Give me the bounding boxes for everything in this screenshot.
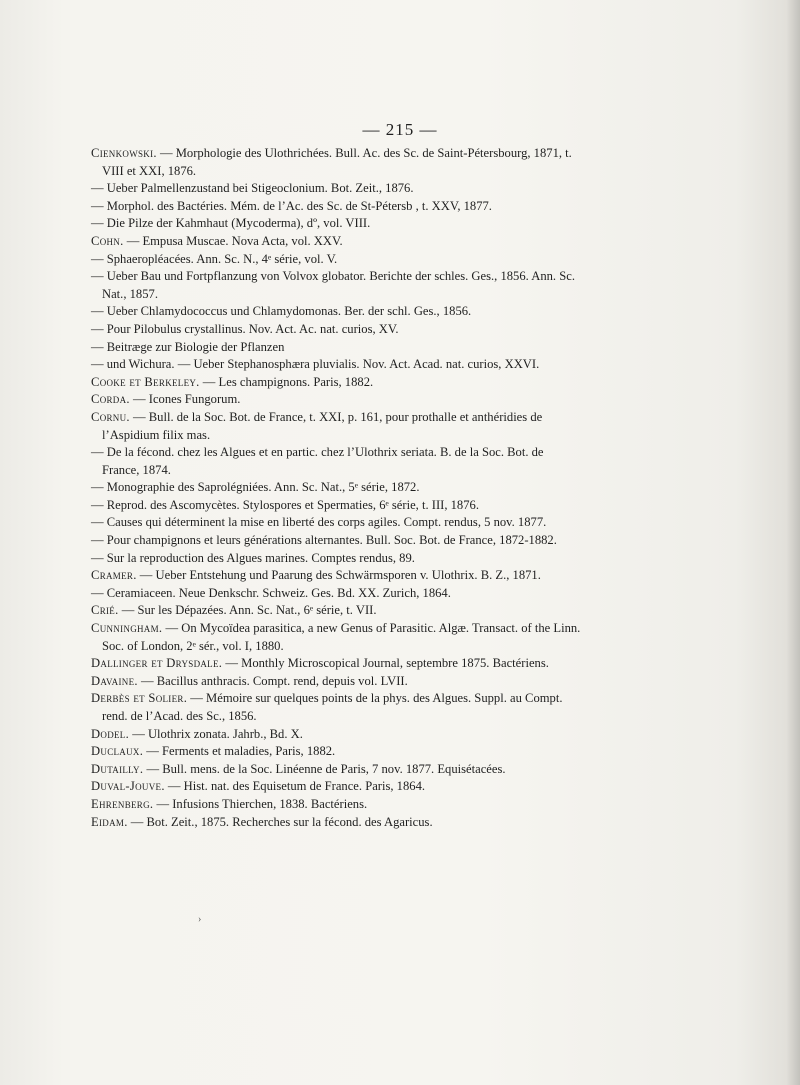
entry-author: Ehrenberg. (91, 796, 154, 811)
bibliography-entry (91, 251, 581, 269)
entry-text: — Morphol. des Bactéries. Mém. de l’Ac. des Sc. de St-Pétersb , t. XXV, 1877. (91, 198, 492, 213)
entry-text: — Ueber Palmellenzustand bei Stigeoclonium. Bot. Zeit., 1876. (91, 181, 414, 196)
entry-text: — Ceramiaceen. Neue Denkschr. Schweiz. Ges. Bd. XX. Zurich, 1864. (91, 585, 451, 600)
entry-text: — Bot. Zeit., 1875. Recherches sur la fécond. des Agaricus. (127, 814, 433, 829)
entry-text: — Pour champignons et leurs générations alternantes. Bull. Soc. Bot. de France, 1872-1882. (91, 533, 557, 548)
bibliography-entry (91, 321, 581, 339)
bibliography-entry (91, 303, 581, 321)
bibliography-entry (91, 391, 581, 409)
entry-text: — Bacillus anthracis. Compt. rend, depuis vol. LVII. (137, 673, 408, 688)
page-number: — 215 — (362, 120, 438, 139)
bibliography-entry (91, 690, 581, 725)
entry-text: — Reprod. des Ascomycètes. Stylospores et Spermaties, 6ᵉ série, t. III, 1876. (91, 497, 479, 512)
bibliography-entry (91, 268, 581, 303)
entry-text: — Sur la reproduction des Algues marines. Comptes rendus, 89. (91, 550, 415, 565)
entry-author: Derbès et Solier. (91, 691, 188, 706)
entry-text: — Monthly Microscopical Journal, septembre 1875. Bactériens. (222, 656, 549, 671)
bibliography-entry (91, 585, 581, 603)
bibliography-entry (91, 374, 581, 392)
entry-author: Dutailly. (91, 761, 144, 776)
entry-text: — Pour Pilobulus crystallinus. Nov. Act. Ac. nat. curios, XV. (91, 321, 399, 336)
bibliography-entry (91, 339, 581, 357)
bibliography-entry (91, 726, 581, 744)
entry-text: — Ulothrix zonata. Jahrb., Bd. X. (129, 726, 303, 741)
entry-text: — Empusa Muscae. Nova Acta, vol. XXV. (123, 233, 343, 248)
entry-text: — Les champignons. Paris, 1882. (199, 374, 374, 389)
bibliography-entry (91, 620, 581, 655)
bibliography-entry (91, 743, 581, 761)
entry-author: Corda. (91, 392, 130, 407)
entry-text: — Morphologie des Ulothrichées. Bull. Ac. des Sc. de Saint-Pétersbourg, 1871, t. VIII et XXI, 1876. (102, 146, 572, 178)
entry-author: Cramer. (91, 568, 137, 583)
entry-text: — Ferments et maladies, Paris, 1882. (143, 744, 336, 759)
bibliography-entry (91, 514, 581, 532)
entry-text: — De la fécond. chez les Algues et en partic. chez l’Ulothrix seriata. B. de la Soc. Bot. de France, 1874. (91, 445, 544, 477)
entry-text: — Bull. de la Soc. Bot. de France, t. XXI, p. 161, pour prothalle et anthéridies de l’Aspidium filix mas. (102, 409, 543, 442)
bibliography-entry (91, 444, 581, 479)
entry-text: — Infusions Thierchen, 1838. Bactériens. (153, 796, 368, 811)
entry-text: — Hist. nat. des Equisetum de France. Paris, 1864. (164, 779, 426, 794)
entry-text: — Mémoire sur quelques points de la phys. des Algues. Suppl. au Compt. rend. de l’Acad. des Sc., 1856. (102, 691, 563, 723)
entry-author: Crié. (91, 603, 119, 618)
entry-author: Cohn. (91, 233, 124, 248)
bibliography-entry (91, 215, 581, 233)
entry-text: — Monographie des Saprolégniées. Ann. Sc. Nat., 5ᵉ série, 1872. (91, 480, 420, 495)
bibliography-entry (91, 180, 581, 198)
bibliography-entry (91, 497, 581, 515)
bibliography-entry (91, 198, 581, 216)
entry-text: — Ueber Entstehung und Paarung des Schwärmsporen v. Ulothrix. B. Z., 1871. (136, 568, 541, 583)
bibliography-entry (91, 796, 581, 814)
bibliography-list (91, 145, 581, 831)
bibliography-entry (91, 761, 581, 779)
bibliography-entry (91, 673, 581, 691)
entry-text: — Ueber Chlamydococcus und Chlamydomonas. Ber. der schl. Ges., 1856. (91, 304, 472, 319)
entry-author: Eidam. (91, 814, 128, 829)
entry-author: Cienkowski. (91, 146, 157, 160)
bibliography-entry (91, 409, 581, 444)
entry-author: Duval-Jouve. (91, 779, 165, 794)
entry-text: — Die Pilze der Kahmhaut (Mycoderma), dº, vol. VIII. (91, 216, 371, 231)
entry-text: — Sur les Dépazées. Ann. Sc. Nat., 6ᵉ série, t. VII. (118, 603, 377, 618)
entry-text: — Causes qui déterminent la mise en liberté des corps agiles. Compt. rendus, 5 nov. 1877. (91, 515, 547, 530)
stray-mark: › (198, 914, 202, 925)
entry-author: Davaine. (91, 673, 138, 688)
bibliography-entry (91, 814, 581, 832)
entry-author: Cunningham. (91, 621, 163, 636)
bibliography-entry (91, 655, 581, 673)
bibliography-entry (91, 479, 581, 497)
bibliography-entry (91, 356, 581, 374)
entry-text: — und Wichura. — Ueber Stephanosphæra pluvialis. Nov. Act. Acad. nat. curios, XXVI. (91, 357, 540, 372)
entry-text: — Bull. mens. de la Soc. Linéenne de Paris, 7 nov. 1877. Equisétacées. (143, 761, 506, 776)
entry-author: Cornu. (91, 409, 130, 424)
entry-author: Dodel. (91, 726, 130, 741)
bibliography-entry (91, 567, 581, 585)
bibliography-entry (91, 602, 581, 620)
bibliography-entry (91, 233, 581, 251)
entry-text: — Sphaeropléacées. Ann. Sc. N., 4ᵉ série, vol. V. (91, 251, 338, 266)
page-edge-shadow (786, 0, 800, 1085)
bibliography-entry (91, 532, 581, 550)
entry-text: — Ueber Bau und Fortpflanzung von Volvox globator. Berichte der schles. Ges., 1856. Ann. Sc. Nat., 1857. (91, 269, 575, 301)
bibliography-entry (91, 778, 581, 796)
bibliography-entry (91, 550, 581, 568)
bibliography-entry (91, 145, 581, 180)
entry-text: — On Mycoïdea parasitica, a new Genus of Parasitic. Algæ. Transact. of the Linn. Soc. of London, 2ᵉ sér., vol. I, 1880. (102, 621, 581, 653)
entry-author: Cooke et Berkeley. (91, 374, 200, 389)
entry-author: Duclaux. (91, 744, 144, 759)
entry-author: Dallinger et Drysdale. (91, 656, 223, 671)
entry-text: — Beitræge zur Biologie der Pflanzen (91, 339, 285, 354)
entry-text: — Icones Fungorum. (129, 392, 241, 407)
